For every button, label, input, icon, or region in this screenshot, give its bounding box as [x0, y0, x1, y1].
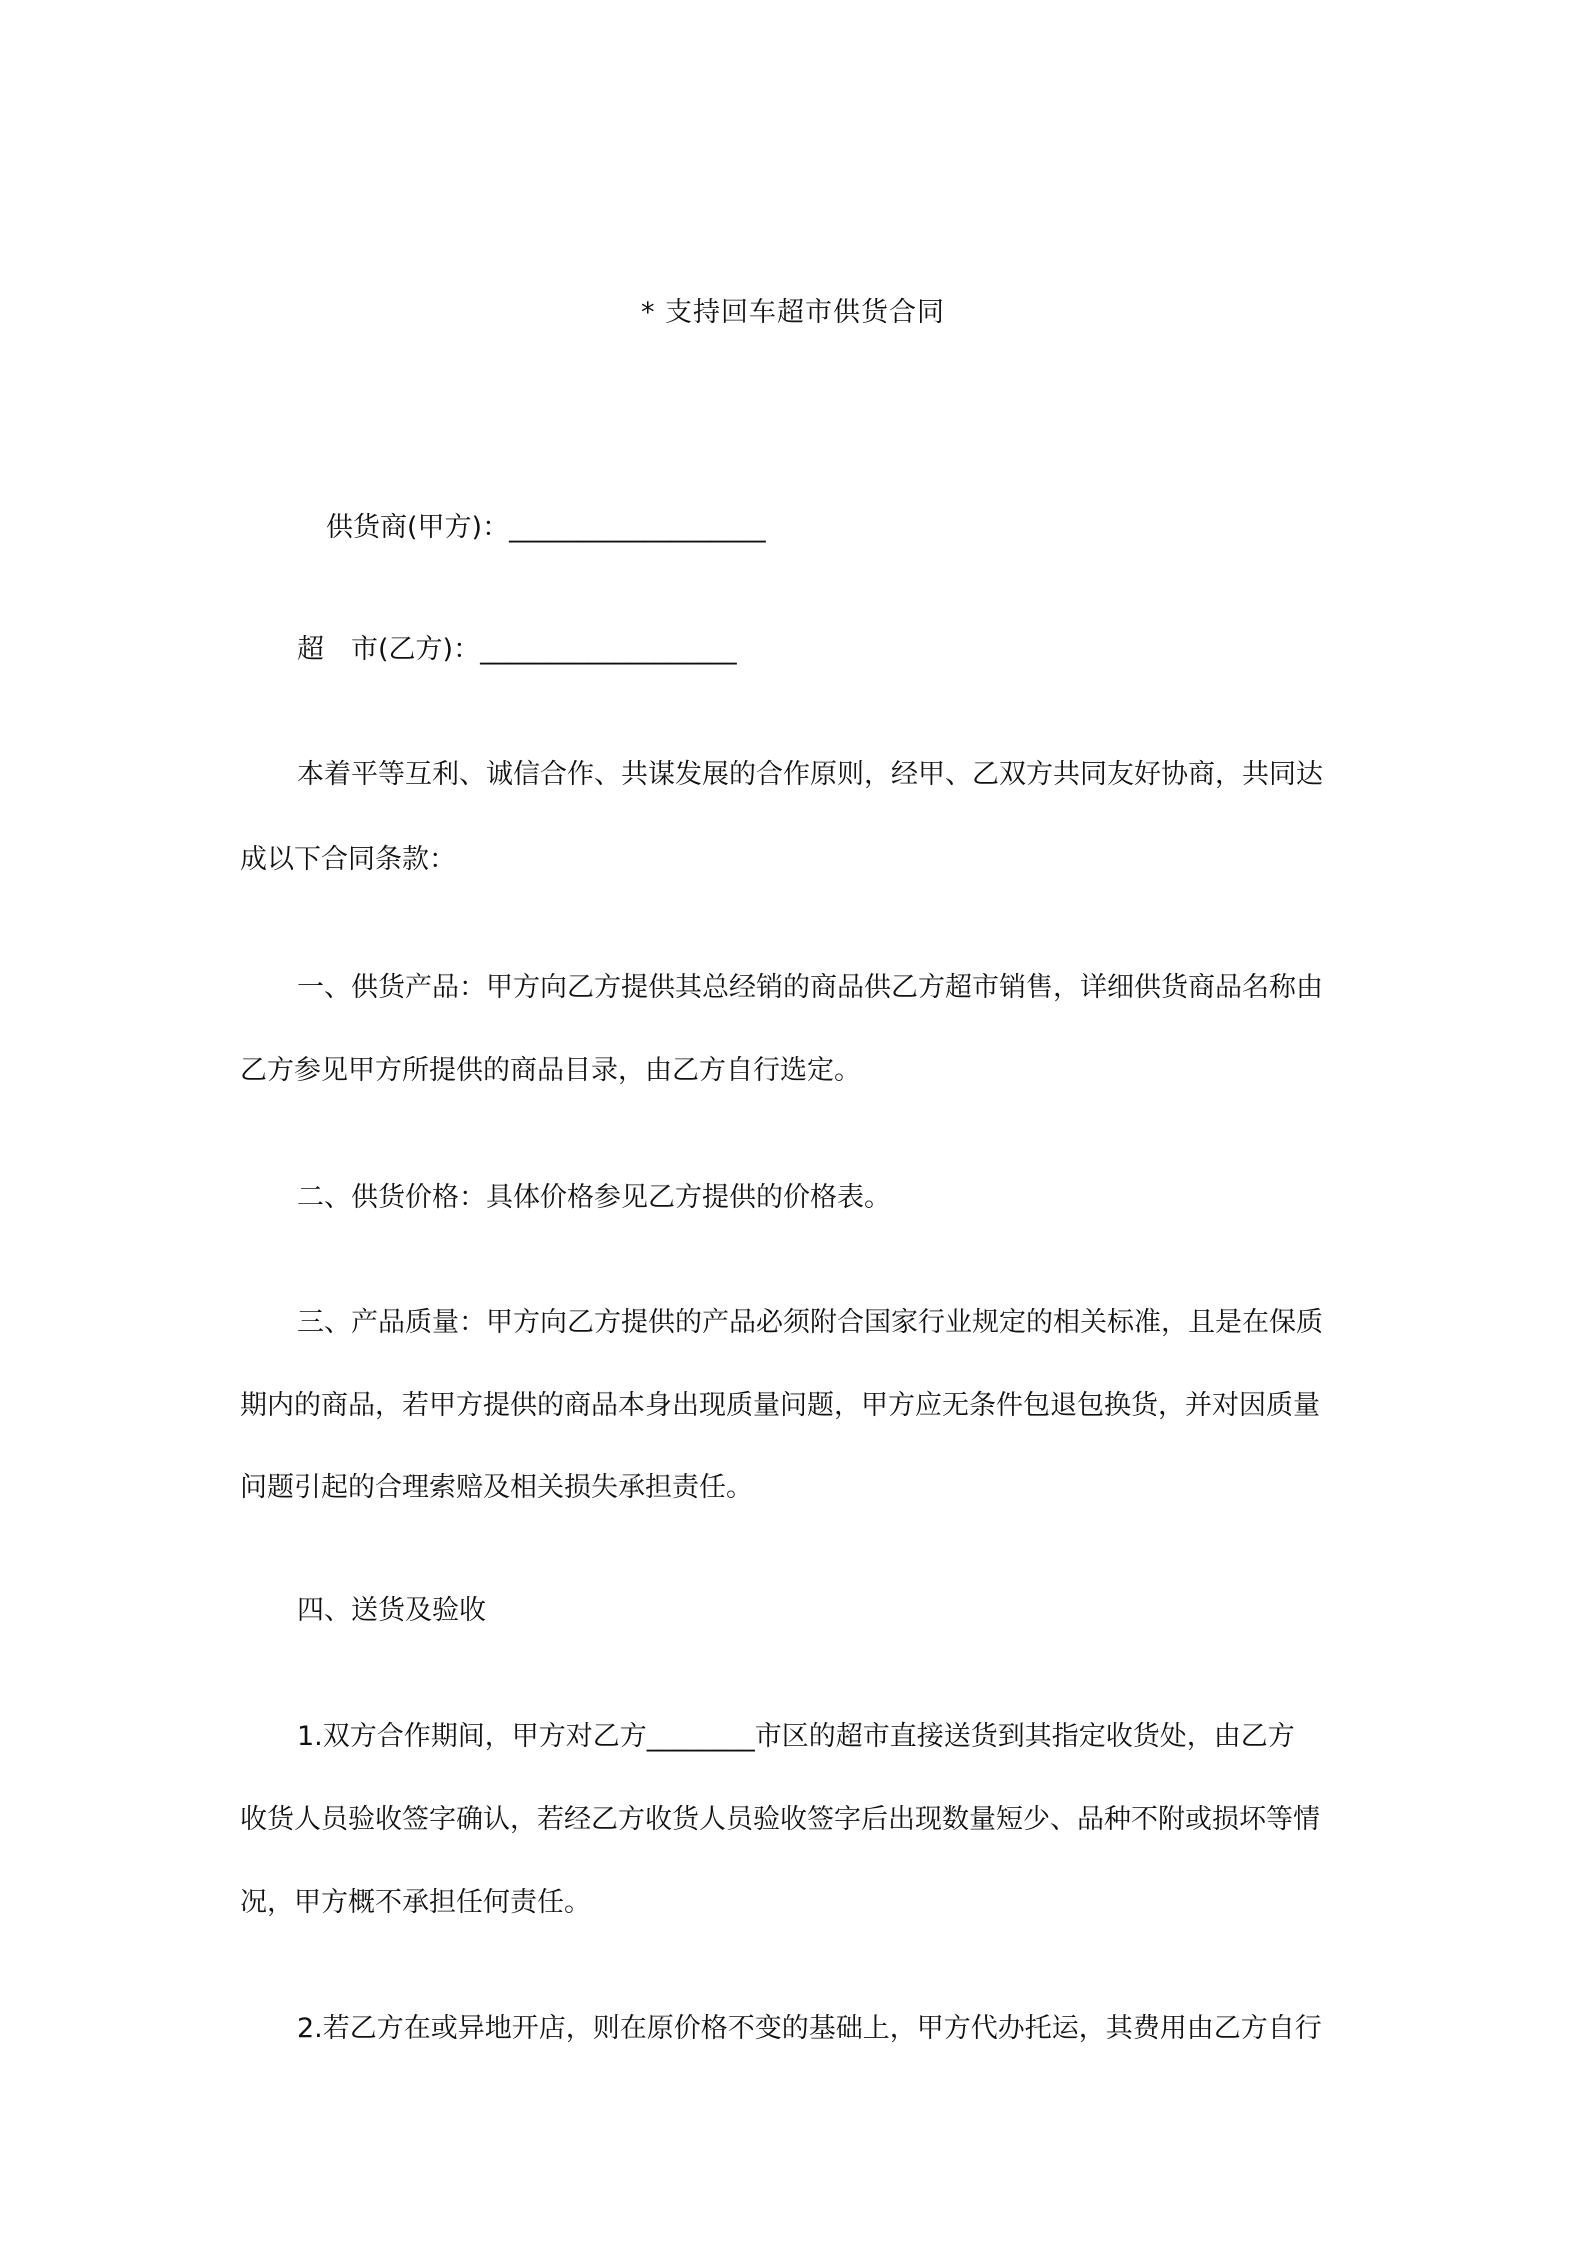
clause2-line-1: 二、供货价格：具体价格参见乙方提供的价格表。 — [297, 1182, 891, 1213]
clause4-heading: 四、送货及验收 — [297, 1595, 486, 1626]
intro-line-1: 本着平等互利、诚信合作、共谋发展的合作原则，经甲、乙双方共同友好协商，共同达 — [297, 759, 1323, 790]
clause1-line-1: 一、供货产品：甲方向乙方提供其总经销的商品供乙方超市销售，详细供货商品名称由 — [297, 972, 1323, 1003]
clause3-line-2: 期内的商品，若甲方提供的商品本身出现质量问题，甲方应无条件包退包换货，并对因质量 — [240, 1390, 1320, 1421]
clause3-line-3: 问题引起的合理索赔及相关损失承担责任。 — [240, 1472, 753, 1503]
intro-line-2: 成以下合同条款： — [240, 844, 456, 875]
party-a-line: 供货商(甲方)：___________________ — [326, 512, 766, 543]
party-b-line: 超 市(乙方)：___________________ — [297, 634, 737, 665]
document-title: * 支持回车超市供货合同 — [640, 297, 946, 328]
clause3-line-1: 三、产品质量：甲方向乙方提供的产品必须附合国家行业规定的相关标准，且是在保质 — [297, 1307, 1323, 1338]
clause1-line-2: 乙方参见甲方所提供的商品目录，由乙方自行选定。 — [240, 1055, 861, 1086]
clause4-1-line-1: 1.双方合作期间，甲方对乙方________市区的超市直接送货到其指定收货处，由乙方 — [297, 1721, 1295, 1752]
clause4-2-line-1: 2.若乙方在或异地开店，则在原价格不变的基础上，甲方代办托运，其费用由乙方自行 — [297, 2013, 1322, 2044]
clause4-1-line-2: 收货人员验收签字确认，若经乙方收货人员验收签字后出现数量短少、品种不附或损坏等情 — [240, 1804, 1320, 1835]
clause4-1-line-3: 况，甲方概不承担任何责任。 — [240, 1887, 591, 1918]
